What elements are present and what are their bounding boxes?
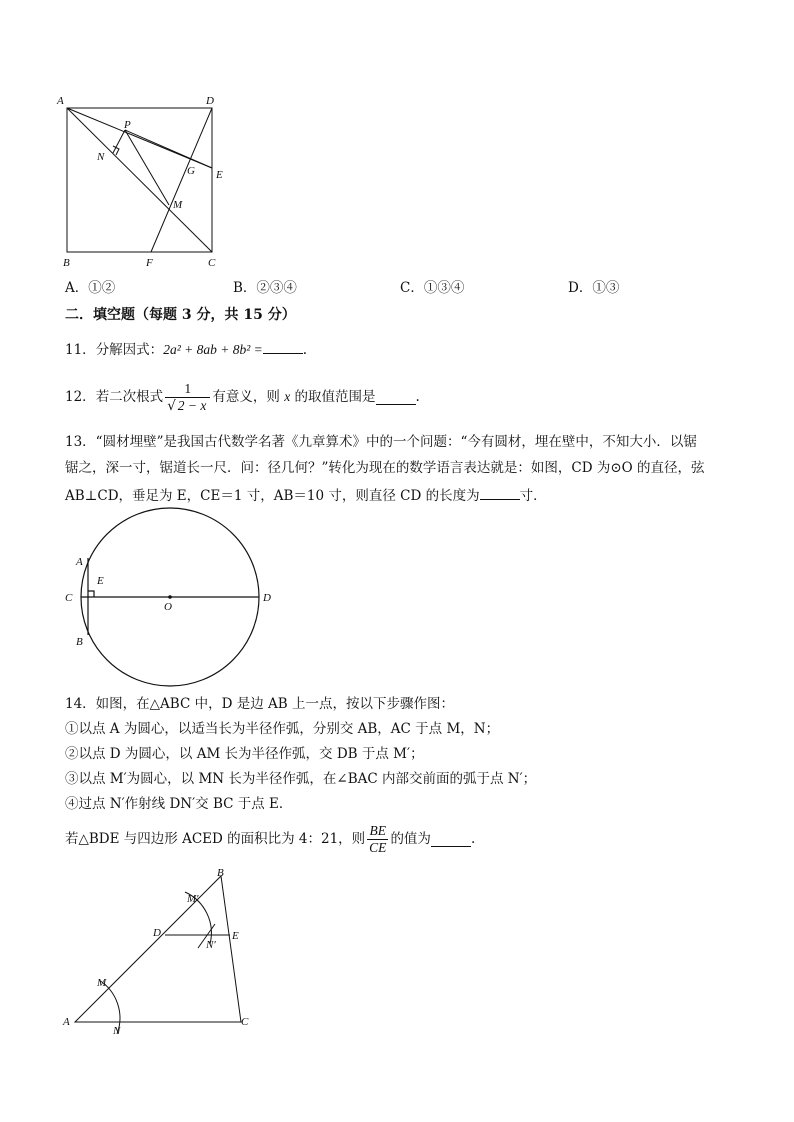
label-p: P xyxy=(124,119,131,131)
label-o-circle: O xyxy=(164,601,172,613)
segment-df xyxy=(151,108,212,252)
label-n-tri: N xyxy=(113,1025,121,1037)
question-13-line1: 13．“圆材埋壁”是我国古代数学名著《九章算术》中的一个问题：“今有圆材，埋在壁中，不知大小．以锯 xyxy=(65,434,697,450)
question-14-ratio: 若△BDE 与四边形 ACED 的面积比为 4：21，则 $\frac{BE}{CE}$ 的值为 . xyxy=(65,822,476,855)
triangle-abc xyxy=(75,876,241,1022)
circle-figure xyxy=(55,505,285,690)
label-m: M xyxy=(173,199,183,211)
label-a-circle: A xyxy=(76,556,83,568)
answer-blank-12[interactable] xyxy=(376,390,416,405)
question-14-line1: 14．如图，在△ABC 中，D 是边 AB 上一点，按以下步骤作图： xyxy=(65,696,454,712)
answer-blank-14[interactable] xyxy=(431,832,471,847)
label-e-circle: E xyxy=(97,575,104,587)
question-14-step3: ③以点 M′为圆心，以 MN 长为半径作弧，在∠BAC 内部交前面的弧于点 N′； xyxy=(65,771,537,787)
answer-blank-13[interactable] xyxy=(480,485,520,500)
label-b: B xyxy=(63,257,70,269)
question-13-line2: 锯之，深一寸，锯道长一尺．问：径几何？”转化为现在的数学语言表达就是：如图，CD 为⊙O 的直径，弦 xyxy=(65,460,705,476)
label-a-tri: A xyxy=(63,1016,70,1028)
question-12: 12． 若二次根式 $\frac{1}{√ 2 - x}$ 有意义，则 x 的取值范围是 . xyxy=(65,380,420,414)
center-point-o xyxy=(168,595,172,599)
label-d-circle: D xyxy=(263,592,271,604)
label-d: D xyxy=(206,95,214,107)
label-f: F xyxy=(146,257,153,269)
label-n1-tri: N′ xyxy=(206,939,216,951)
label-c-circle: C xyxy=(65,592,73,604)
label-n: N xyxy=(97,151,105,163)
option-c[interactable]: C．①③④ xyxy=(400,280,465,296)
question-14-step4: ④过点 N′作射线 DN′交 BC 于点 E． xyxy=(65,796,293,812)
label-d-tri: D xyxy=(153,927,161,939)
label-e: E xyxy=(216,169,223,181)
label-m-tri: M xyxy=(97,977,107,989)
label-g: G xyxy=(187,165,195,177)
label-c-tri: C xyxy=(241,1016,249,1028)
label-e-tri: E xyxy=(232,930,239,942)
fraction-be-ce: $\frac{BE}{CE}$ xyxy=(369,822,387,855)
question-13-line3: AB⊥CD，垂足为 E，CE＝1 寸，AB＝10 寸，则直径 CD 的长度为 寸． xyxy=(65,485,547,505)
right-angle-mark-e xyxy=(88,591,94,597)
option-b[interactable]: B．②③④ xyxy=(233,280,297,296)
label-c: C xyxy=(208,257,216,269)
square-figure xyxy=(55,88,245,273)
fraction-12: $\frac{1}{√ 2 - x}$ xyxy=(165,381,210,414)
option-a[interactable]: A．①② xyxy=(65,280,116,296)
option-d[interactable]: D．①③ xyxy=(568,280,620,296)
diagonal-ac xyxy=(67,108,212,252)
label-b-circle: B xyxy=(76,636,83,648)
triangle-figure xyxy=(55,862,275,1042)
answer-blank-11[interactable] xyxy=(263,339,303,354)
label-b-tri: B xyxy=(217,867,224,879)
question-14-step2: ②以点 D 为圆心，以 AM 长为半径作弧，交 DB 于点 M′； xyxy=(65,746,424,762)
label-m1-tri: M′ xyxy=(187,893,199,905)
section-title: 二．填空题（每题 3 分，共 15 分） xyxy=(65,307,296,323)
question-14-step1: ①以点 A 为圆心，以适当长为半径作弧，分别交 AB，AC 于点 M，N； xyxy=(65,721,500,737)
label-a: A xyxy=(57,95,64,107)
question-11: 11．分解因式：2a² + 8ab + 8b² = . xyxy=(65,339,307,359)
segment-pe xyxy=(125,130,212,168)
